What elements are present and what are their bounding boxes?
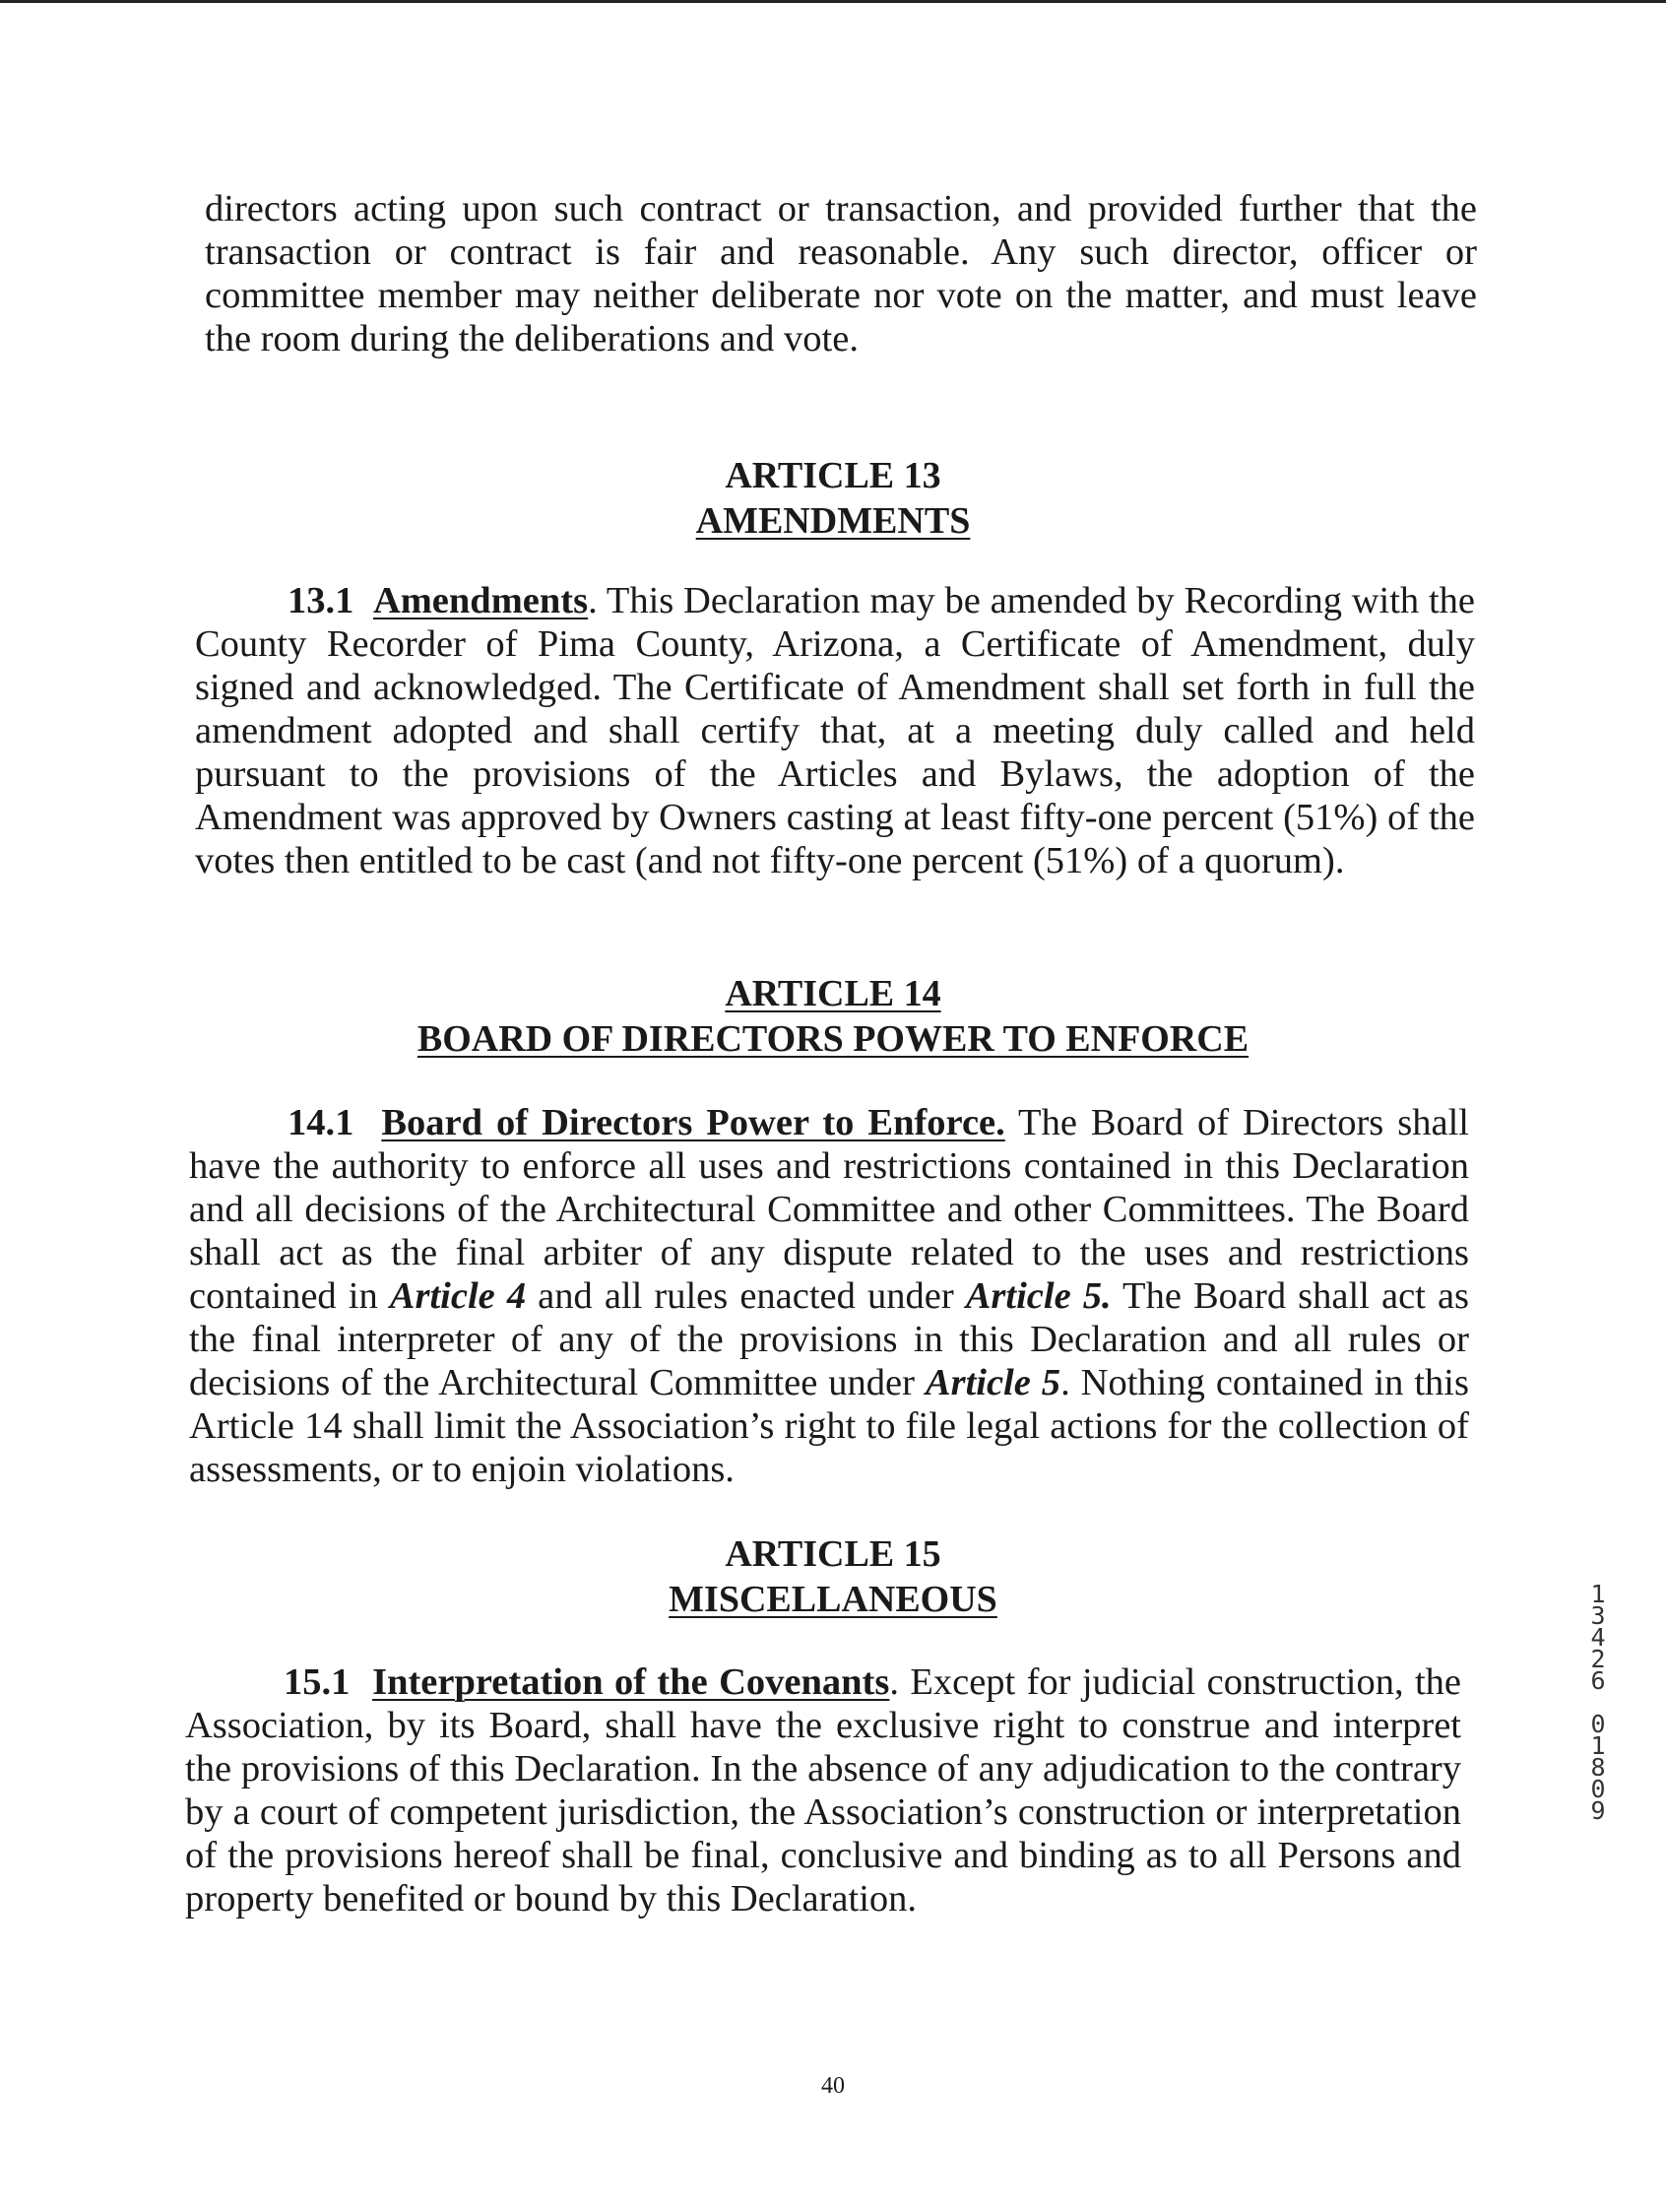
continuation-line-1: directors acting upon such contract or transaction, and provided further that the [205, 188, 1477, 229]
stamp-digit: 6 [1590, 1666, 1606, 1695]
continuation-line-4: the room during the deliberations and vote. [205, 318, 859, 359]
section-15-1-paragraph [185, 1660, 1461, 1920]
recording-number-stamp [1583, 1580, 1613, 1825]
stamp-digit: 3 [1590, 1601, 1606, 1630]
article-13-title: AMENDMENTS [695, 500, 971, 542]
stamp-digit: 8 [1590, 1753, 1606, 1782]
stamp-digit: 1 [1590, 1731, 1606, 1760]
section-15-1-title: Interpretation of the Covenants [372, 1661, 890, 1703]
stamp-digit: 2 [1590, 1645, 1606, 1673]
section-14-1-body-part-3: The Board shall act as the final interpreter of any of the provisions in this Declaration and all rules or decisions of the Architectural Committee under [189, 1275, 1470, 1403]
section-14-1-reference-article-4: Article 4 [389, 1275, 527, 1317]
section-14-1-body-part-4: . Nothing contained in this Article 14 shall limit the Association’s right to file legal actions for the collection of assessments, or to enjoin violations. [189, 1362, 1469, 1490]
section-14-1-reference-article-5: Article 5. [965, 1275, 1112, 1317]
section-14-1-body-part-2: and all rules enacted under [526, 1275, 966, 1317]
continuation-line-3: committee member may neither deliberate nor vote on the matter, and must leave [205, 275, 1477, 316]
page-number: 40 [821, 2073, 845, 2099]
article-14-title: BOARD OF DIRECTORS POWER TO ENFORCE [416, 1018, 1250, 1060]
section-14-1-title: Board of Directors Power to Enforce. [381, 1102, 1005, 1143]
continuation-line-2: transaction or contract is fair and reasonable. Any such director, officer or [205, 231, 1477, 273]
section-13-1-body: . This Declaration may be amended by Recording with the County Recorder of Pima County, Arizona, a Certificate of Amendment, duly signed and acknowledged. The Certificate of Amendment shall set forth in full the amendment adopted and shall certify that, at a meeting duly called and held pursuant to the provisions of the Articles and Bylaws, the adoption of the Amendment was approved by Owners casting at least fifty-one percent (51%) of the votes then entitled to be cast (and not fifty-one percent (51%) of a quorum). [195, 580, 1475, 881]
article-15-number: ARTICLE 15 [725, 1533, 941, 1575]
section-15-1-number: 15.1 [284, 1661, 351, 1703]
article-13-heading [0, 453, 1666, 544]
section-15-1-body: . Except for judicial construction, the Association, by its Board, shall have the exclusive right to construe and interpret the provisions of this Declaration. In the absence of any adjudication to the contrary by a court of competent jurisdiction, the Association’s construction or interpretation of the provisions hereof shall be final, conclusive and binding as to all Persons and property benefited or bound by this Declaration. [185, 1661, 1461, 1919]
stamp-digit: 4 [1590, 1623, 1606, 1652]
article-14-number: ARTICLE 14 [725, 973, 941, 1014]
section-14-1-number: 14.1 [288, 1102, 354, 1143]
article-14-heading [0, 971, 1666, 1062]
section-14-1-body-part-1: The Board of Directors shall have the authority to enforce all uses and restrictions contained in this Declaration and all decisions of the Architectural Committee and other Committees. The Board shall act as the final arbiter of any dispute related to the uses and restrictions contained in [189, 1102, 1469, 1317]
stamp-digit: 0 [1590, 1775, 1606, 1803]
stamp-digit: 9 [1590, 1796, 1606, 1825]
article-13-number: ARTICLE 13 [725, 455, 941, 496]
continuation-paragraph [205, 187, 1477, 360]
section-13-1-paragraph [195, 579, 1475, 882]
article-15-title: MISCELLANEOUS [669, 1579, 997, 1620]
stamp-digit: 1 [1590, 1580, 1606, 1608]
section-13-1-title: Amendments [372, 580, 589, 621]
section-13-1-number: 13.1 [288, 580, 354, 621]
article-15-heading [0, 1531, 1666, 1622]
stamp-digit: 0 [1590, 1710, 1606, 1738]
section-14-1-paragraph [189, 1101, 1469, 1491]
section-14-1-reference-article-5-second: Article 5 [925, 1362, 1061, 1403]
